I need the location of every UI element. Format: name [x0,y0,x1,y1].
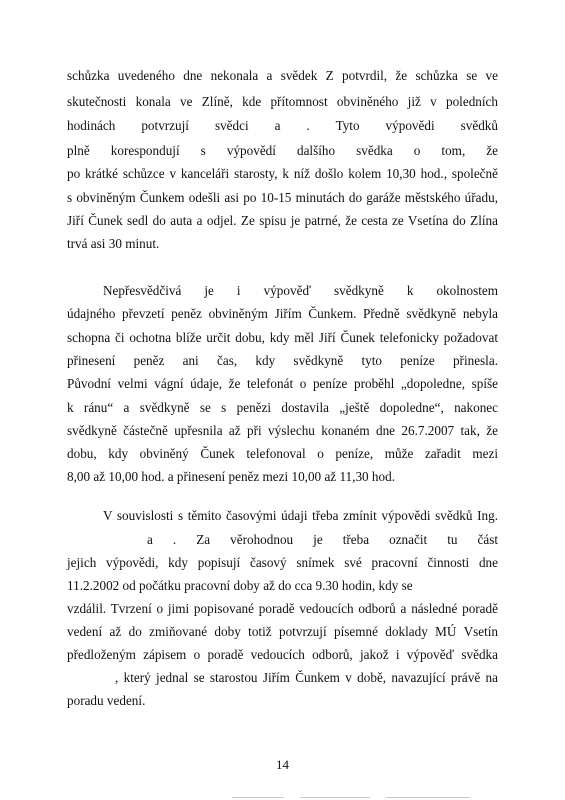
text-line: k ránu“ a svědkyně se s penězi dostavila „ještě dopoledne“, nakonec [67,400,498,415]
text-line: , který jednal se starostou Jiřím Čunkem v době, navazující právě na [115,670,498,685]
text-line: po krátké schůzce v kanceláři starosty, k níž došlo kolem 10,30 hod., společně [67,166,498,181]
text-line: schůzka uvedeného dne nekonala a svědek Z potvrdil, že schůzka se ve [67,68,498,83]
text-line: dobu, kdy obviněný Čunek telefonoval o peníze, může zařadit mezi [67,446,498,461]
text-line: poradu vedení. [67,693,146,708]
page-number: 14 [276,757,289,772]
text-line: údajného převzetí peněz obviněným Jiřím Čunkem. Předně svědkyně nebyla [67,306,498,321]
text-line: s obviněným Čunkem odešli asi po 10-15 minutách do garáže městského úřadu, [67,190,498,205]
text-line: jejich výpovědi, kdy popisují časový snímek své pracovní činnosti dne [67,555,498,570]
scan-artifact [386,797,470,798]
text-line: 11.2.2002 od počátku pracovní doby až do cca 9.30 hodin, kdy se [67,578,413,593]
text-line: vzdálil. Tvrzení o jimi popisované poradě vedoucích odborů a následné poradě [67,601,498,616]
text-line: trvá asi 30 minut. [67,236,160,251]
text-line: vedení až do zmiňované doby totiž potvrzují písemné doklady MÚ Vsetín [67,624,498,639]
text-line: Jiří Čunek sedl do auta a odjel. Ze spisu je patrné, že cesta ze Vsetína do Zlína [67,213,498,228]
text-line: a . Za věrohodnou je třeba označit tu část [147,532,498,547]
text-line: přinesení peněz ani čas, kdy svědkyně tyto peníze přinesla. [67,353,498,368]
text-line: 8,00 až 10,00 hod. a přinesení peněz mezi 10,00 až 11,30 hod. [67,469,396,484]
scan-artifact [300,797,370,798]
text-line: hodinách potvrzují svědci a . Tyto výpovědi svědků [67,118,498,133]
text-line: předloženým zápisem o poradě vedoucích odborů, jakož i výpověď svědka [67,647,498,662]
text-line: plně korespondují s výpovědí dalšího svědka o tom, že [67,143,498,158]
text-line: svědkyně částečně upřesnila až při výslechu konaném dne 26.7.2007 tak, že [67,423,498,438]
scan-artifact [232,797,284,798]
text-line: schopna či ochotna blíže určit dobu, kdy měl Jiří Čunek telefonicky požadovat [67,330,498,345]
text-line: Nepřesvědčivá je i výpověď svědkyně k okolnostem [103,283,498,298]
text-line: skutečnosti konala ve Zlíně, kde přítomnost obviněného již v poledních [67,94,498,109]
text-line: V souvislosti s těmito časovými údaji třeba zmínit výpovědi svědků Ing. [103,508,498,523]
text-line: Původní velmi vágní údaje, že telefonát o peníze proběhl „dopoledne, spíše [67,376,498,391]
